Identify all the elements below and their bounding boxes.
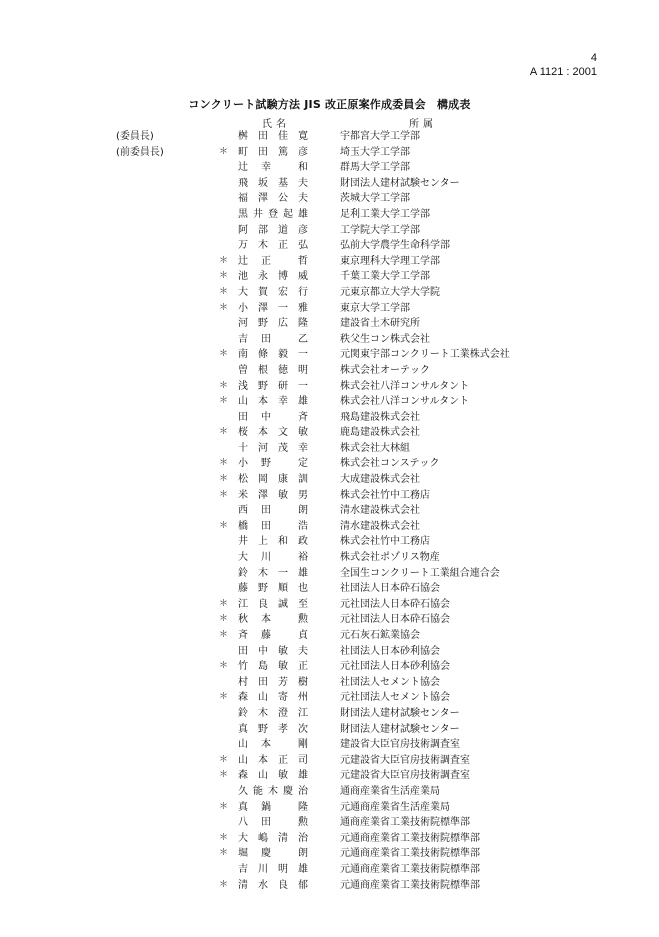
member-affiliation: 株式会社八洋コンサルタント	[340, 396, 470, 408]
member-name: 町田篤彦	[238, 146, 308, 158]
change-mark: ＊	[219, 427, 229, 438]
member-affiliation: 元通商産業省工業技術院標準部	[340, 863, 480, 875]
member-name: 秋 本 勲	[238, 614, 308, 626]
member-name: 真野孝次	[238, 723, 308, 735]
member-affiliation: 茨城大学工学部	[340, 193, 410, 205]
member-name: 藤野順也	[238, 583, 308, 595]
member-name: 福澤公夫	[238, 193, 308, 205]
member-row	[0, 379, 659, 395]
change-mark: ＊	[219, 271, 229, 282]
member-name: 松岡康訓	[238, 474, 308, 486]
member-row	[0, 690, 659, 706]
change-mark: ＊	[219, 255, 229, 266]
member-name: 十河茂幸	[238, 442, 308, 454]
member-name: 村田芳樹	[238, 676, 308, 688]
change-mark: ＊	[219, 380, 229, 391]
member-row	[0, 675, 659, 691]
member-row	[0, 488, 659, 504]
member-name: 斉 藤 貞	[238, 630, 308, 641]
member-row	[0, 129, 659, 145]
member-row	[0, 784, 659, 800]
member-affiliation: 鹿島建設株式会社	[340, 427, 420, 439]
member-affiliation: 宇都宮大学工学部	[340, 131, 420, 142]
member-row	[0, 145, 659, 161]
change-mark: ＊	[219, 848, 229, 859]
member-affiliation: 元社団法人セメント協会	[340, 692, 450, 704]
member-name: 阿部道彦	[238, 224, 308, 236]
member-row	[0, 425, 659, 441]
member-name: 吉川明雄	[238, 863, 308, 875]
member-affiliation: 東京理科大学理工学部	[340, 255, 440, 267]
member-row	[0, 878, 659, 894]
member-row	[0, 534, 659, 550]
change-mark: ＊	[219, 146, 229, 157]
member-name: 山本正司	[238, 754, 308, 766]
member-affiliation: 建設省土木研究所	[340, 318, 420, 330]
member-affiliation: 清水建設株式会社	[340, 520, 420, 532]
member-name: 吉 田 乙	[238, 333, 308, 345]
member-affiliation: 株式会社大林組	[340, 442, 410, 454]
member-list	[0, 129, 659, 893]
member-row	[0, 301, 659, 317]
member-name: 八 田 勲	[238, 817, 308, 829]
member-affiliation: 群馬大学工学部	[340, 162, 410, 174]
change-mark: ＊	[219, 396, 229, 407]
member-row	[0, 176, 659, 192]
member-name: 田 中 斉	[238, 411, 308, 423]
member-affiliation: 株式会社ポゾリス物産	[340, 552, 440, 564]
member-name: 桝田佳寛	[238, 131, 308, 142]
member-name: 鈴木一雄	[238, 567, 308, 579]
member-affiliation: 千葉工業大学工学部	[340, 271, 430, 283]
member-row	[0, 332, 659, 348]
member-name: 江良誠至	[238, 598, 308, 610]
member-name: 万木正弘	[238, 240, 308, 252]
member-affiliation: 元社団法人日本砂利協会	[340, 661, 450, 673]
member-affiliation: 建設省大臣官房技術調査室	[340, 739, 460, 751]
member-affiliation: 弘前大学農学生命科学部	[340, 240, 450, 252]
member-row	[0, 410, 659, 426]
member-name: 辻 正 哲	[238, 255, 308, 267]
member-affiliation: 元関東宇部コンクリート工業株式会社	[340, 349, 510, 361]
page-number: 4	[590, 52, 597, 64]
member-row	[0, 815, 659, 831]
member-name: 堀 慶 朗	[238, 848, 308, 860]
member-name: 山 本 剛	[238, 739, 308, 751]
member-row	[0, 207, 659, 223]
member-role: (前委員長)	[116, 146, 164, 158]
member-name: 黒井登起雄	[238, 208, 308, 220]
member-affiliation: 株式会社竹中工務店	[340, 536, 430, 548]
member-name: 辻 幸 和	[238, 162, 308, 174]
change-mark: ＊	[219, 520, 229, 531]
member-name: 田中敏夫	[238, 645, 308, 657]
member-row	[0, 550, 659, 566]
change-mark: ＊	[219, 286, 229, 297]
member-name: 森山敏雄	[238, 770, 308, 782]
member-name: 南條毅一	[238, 349, 308, 361]
member-name: 米澤敏男	[238, 489, 308, 501]
member-affiliation: 飛島建設株式会社	[340, 411, 420, 423]
member-row	[0, 472, 659, 488]
member-row	[0, 519, 659, 535]
member-affiliation: 元社団法人日本砕石協会	[340, 598, 450, 610]
member-affiliation: 大成建設株式会社	[340, 474, 420, 486]
member-row	[0, 862, 659, 878]
member-row	[0, 503, 659, 519]
member-name: 浅野研一	[238, 380, 308, 392]
member-affiliation: 元通商産業省工業技術院標準部	[340, 848, 480, 860]
member-affiliation: 元東京都立大学大学院	[340, 286, 440, 298]
member-name: 飛坂基夫	[238, 177, 308, 189]
member-affiliation: 社団法人日本砂利協会	[340, 645, 440, 657]
member-name: 桜本文敏	[238, 427, 308, 439]
member-row	[0, 800, 659, 816]
member-name: 山本幸雄	[238, 396, 308, 408]
member-affiliation: 元通商産業省生活産業局	[340, 801, 450, 813]
member-name: 森山寄州	[238, 692, 308, 704]
member-row	[0, 566, 659, 582]
member-row	[0, 831, 659, 847]
member-name: 池永博威	[238, 271, 308, 283]
member-row	[0, 160, 659, 176]
member-row	[0, 285, 659, 301]
change-mark: ＊	[219, 754, 229, 765]
change-mark: ＊	[219, 458, 229, 469]
member-name: 橋 田 浩	[238, 520, 308, 532]
member-affiliation: 元建設省大臣官房技術調査室	[340, 754, 470, 766]
standard-id: A 1121 : 2001	[529, 66, 597, 78]
member-name: 鈴木澄江	[238, 707, 308, 719]
member-affiliation: 株式会社オーテック	[340, 364, 430, 376]
change-mark: ＊	[219, 832, 229, 843]
member-name: 久能木慶治	[238, 785, 308, 797]
member-row	[0, 722, 659, 738]
member-affiliation: 東京大学工学部	[340, 302, 410, 314]
member-affiliation: 秩父生コン株式会社	[340, 333, 430, 345]
member-affiliation: 足利工業大学工学部	[340, 208, 430, 220]
member-affiliation: 財団法人建材試験センター	[340, 707, 460, 719]
member-name: 曽根徳明	[238, 364, 308, 376]
member-row	[0, 191, 659, 207]
member-name: 真 鍋 隆	[238, 801, 308, 813]
member-affiliation: 株式会社コンステック	[340, 458, 440, 470]
member-row	[0, 768, 659, 784]
member-row	[0, 644, 659, 660]
member-row	[0, 659, 659, 675]
member-name: 西 田 朗	[238, 505, 308, 517]
change-mark: ＊	[219, 598, 229, 609]
member-affiliation: 工学院大学工学部	[340, 224, 420, 236]
member-name: 大 川 裕	[238, 552, 308, 564]
member-row	[0, 753, 659, 769]
member-affiliation: 通商産業省生活産業局	[340, 785, 440, 797]
change-mark: ＊	[219, 630, 229, 640]
member-name: 竹島敏正	[238, 661, 308, 673]
member-affiliation: 元通商産業省工業技術院標準部	[340, 879, 480, 891]
change-mark: ＊	[219, 474, 229, 485]
change-mark: ＊	[219, 879, 229, 890]
member-row	[0, 581, 659, 597]
member-row	[0, 347, 659, 363]
member-row	[0, 441, 659, 457]
member-affiliation: 株式会社八洋コンサルタント	[340, 380, 470, 392]
member-affiliation: 株式会社竹中工務店	[340, 489, 430, 501]
member-affiliation: 全国生コンクリート工業組合連合会	[340, 567, 500, 579]
member-affiliation: 清水建設株式会社	[340, 505, 420, 517]
member-name: 井上和政	[238, 536, 308, 548]
member-row	[0, 737, 659, 753]
member-name: 大賀宏行	[238, 286, 308, 298]
member-row	[0, 238, 659, 254]
change-mark: ＊	[219, 489, 229, 500]
member-row	[0, 597, 659, 613]
member-affiliation: 元石灰石鉱業協会	[340, 630, 420, 641]
change-mark: ＊	[219, 614, 229, 625]
change-mark: ＊	[219, 801, 229, 812]
member-row	[0, 254, 659, 270]
change-mark: ＊	[219, 302, 229, 313]
member-affiliation: 元建設省大臣官房技術調査室	[340, 770, 470, 782]
member-role: (委員長)	[116, 131, 154, 142]
change-mark: ＊	[219, 661, 229, 672]
member-row	[0, 316, 659, 332]
change-mark: ＊	[219, 349, 229, 360]
change-mark: ＊	[219, 692, 229, 703]
change-mark: ＊	[219, 770, 229, 781]
member-affiliation: 社団法人セメント協会	[340, 676, 440, 688]
member-row	[0, 456, 659, 472]
member-affiliation: 埼玉大学工学部	[340, 146, 410, 158]
member-row	[0, 269, 659, 285]
member-row	[0, 846, 659, 862]
member-row	[0, 612, 659, 628]
member-affiliation: 社団法人日本砕石協会	[340, 583, 440, 595]
member-row	[0, 363, 659, 379]
document-title: コンクリート試験方法 JIS 改正原案作成委員会 構成表	[188, 98, 471, 111]
member-row	[0, 628, 659, 644]
member-affiliation: 財団法人建材試験センター	[340, 723, 460, 735]
member-name: 大嶋清治	[238, 832, 308, 844]
member-row	[0, 706, 659, 722]
member-name: 小 野 定	[238, 458, 308, 470]
member-name: 小澤一雅	[238, 302, 308, 314]
member-row	[0, 223, 659, 239]
column-header-name: 氏名	[262, 119, 290, 130]
member-affiliation: 通商産業省工業技術院標準部	[340, 817, 470, 829]
column-header-affiliation: 所属	[409, 119, 437, 130]
member-name: 清水良郁	[238, 879, 308, 891]
member-affiliation: 元通商産業省工業技術院標準部	[340, 832, 480, 844]
member-affiliation: 財団法人建材試験センター	[340, 177, 460, 189]
member-affiliation: 元社団法人日本砕石協会	[340, 614, 450, 626]
member-name: 河野広隆	[238, 318, 308, 330]
member-row	[0, 394, 659, 410]
